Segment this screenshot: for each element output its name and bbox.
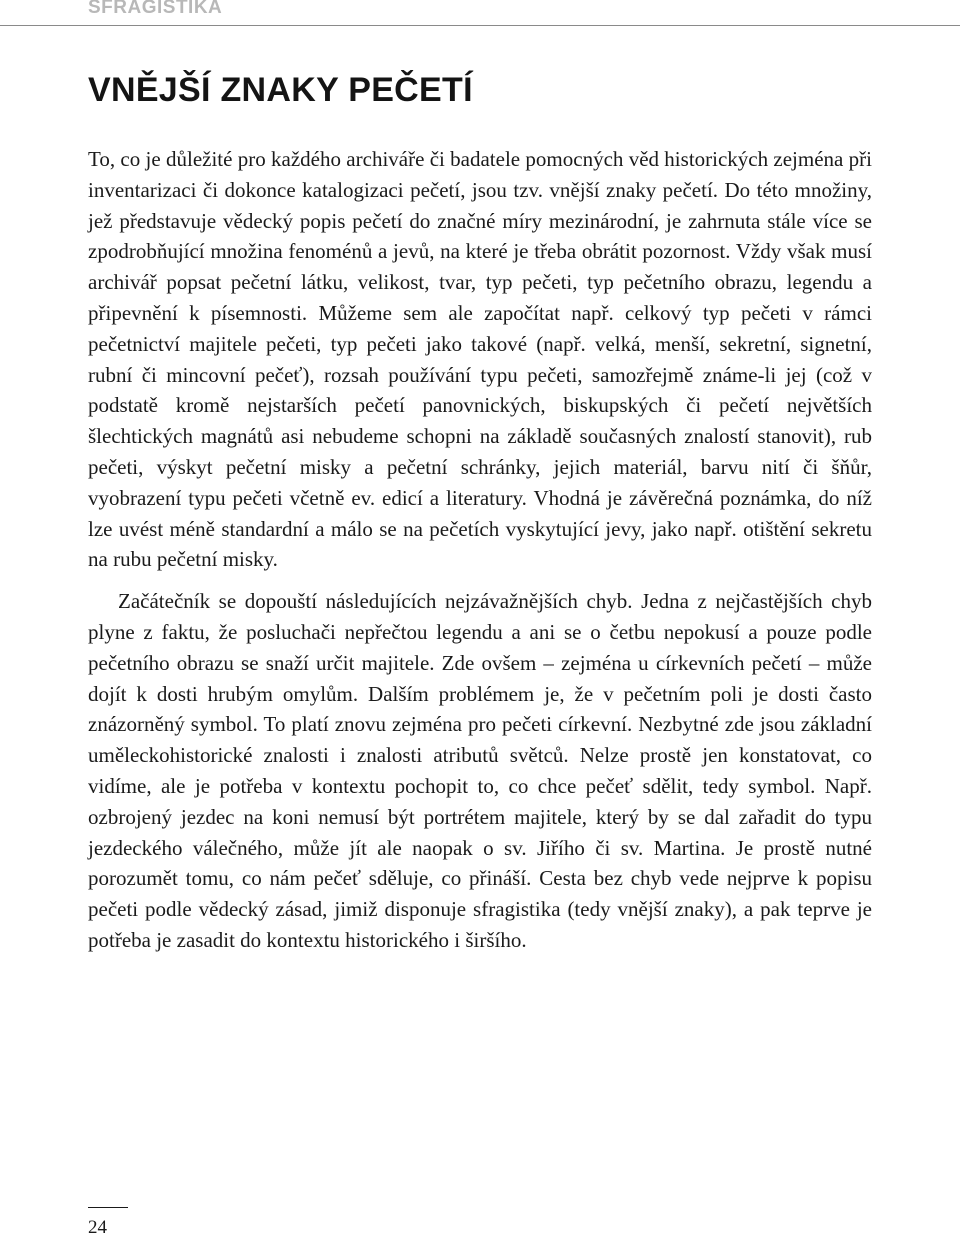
footnote-rule <box>88 1207 128 1208</box>
paragraph: To, co je důležité pro každého archiváře či badatele pomocných věd historických zejména při inventarizaci či dokonce katalogizaci pečetí, jsou tzv. vnější znaky pečetí. Do této množiny, jež představuje vědecký popis pečetí do značné míry mezinárodní, je zahrnuta stále více se zpodrobňující množina fenoménů a jevů, na které je třeba obrátit pozornost. Vždy však musí archivář popsat pečetní látku, velikost, tvar, typ pečeti, typ pečetního obrazu, legendu a připevnění k písemnosti. Můžeme sem ale započítat např. celkový typ pečeti v rámci pečetnictví majitele pečeti, typ pečeti jako takové (např. velká, menší, sekretní, signetní, rubní či mincovní pečeť), rozsah používání typu pečeti, samozřejmě známe-li jej (což v podstatě kromě nejstarších pečetí panovnických, biskupských či pečetí největších šlechtických magnátů asi nebudeme schopni na základě současných znalostí stanovit), rub pečeti, výskyt pečetní misky a pečetní schránky, jejich materiál, barvu nití či šňůr, vyobrazení typu pečeti včetně ev. edicí a literatury. Vhodná je závěrečná poznámka, do níž lze uvést méně standardní a málo se na pečetích vyskytující jevy, jako např. otištění sekretu na rubu pečetní misky. <box>88 147 872 572</box>
paragraph: Začátečník se dopouští následujících nejzávažnějších chyb. Jedna z nejčastějších chyb plyne z faktu, že posluchači nepřečtou legendu a ani se o četbu nepokusí a pouze podle pečetního obrazu se snaží určit majitele. Zde ovšem – zejména u církevních pečetí – může dojít k dosti hrubým omylům. Dalším problémem je, že v pečetním poli je dosti často znázorněný symbol. To platí znovu zejména pro pečeti církevní. Nezbytné zde jsou základní uměleckohistorické znalosti i znalosti atributů světců. Nelze prostě jen konstatovat, co vidíme, ale je potřeba v kontextu pochopit to, co chce pečeť sdělit, tedy symbol. Např. ozbrojený jezdec na koni nemusí být portrétem majitele, který by se dal zařadit do typu jezdeckého válečného, může jít ale naopak o sv. Jiřího či sv. Martina. Je prostě nutné porozumět tomu, co nám pečeť sděluje, co přináší. Cesta bez chyb vede nejprve k popisu pečeti podle vědecký zásad, jimiž disponuje sfragistika (tedy vnější znaky), a pak teprve je potřeba je zasadit do kontextu historického i širšího. <box>88 589 872 952</box>
header-rule <box>0 25 960 26</box>
body-text <box>88 144 872 956</box>
page-number: 24 <box>88 1217 107 1238</box>
chapter-title: VNĚJŠÍ ZNAKY PEČETÍ <box>88 71 473 109</box>
running-header: SFRAGISTIKA <box>88 0 223 18</box>
